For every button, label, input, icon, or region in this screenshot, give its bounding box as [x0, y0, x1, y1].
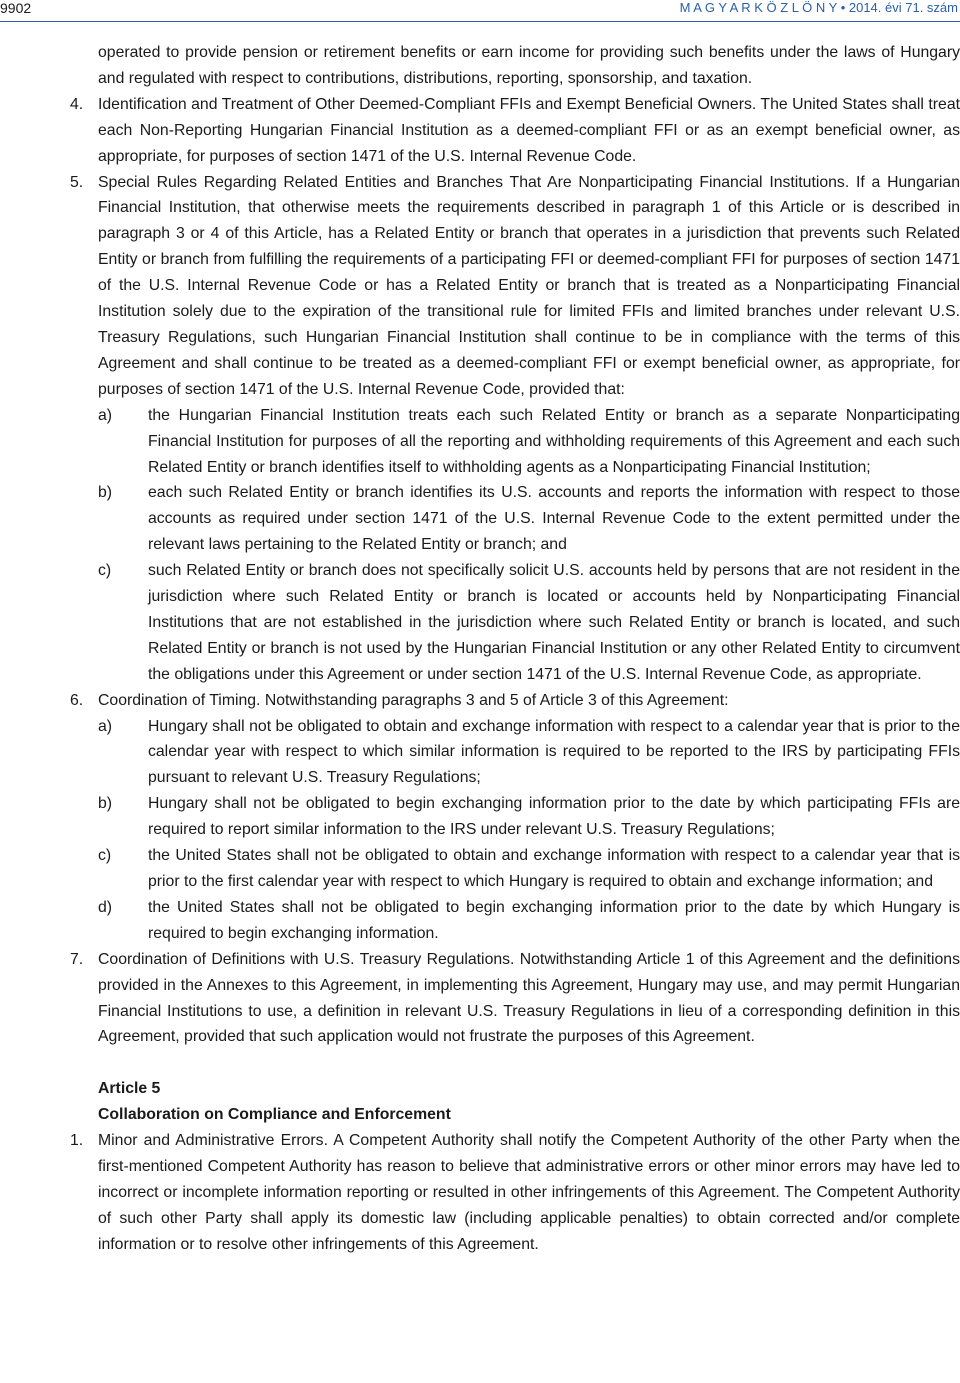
paragraph-text: Coordination of Timing. Notwithstanding paragraphs 3 and 5 of Article 3 of this Agreement:	[98, 691, 729, 709]
list-letter: a)	[98, 717, 113, 735]
list-item-text: the United States shall not be obligated to obtain and exchange information with respect to a calendar year that is prior to the first calendar year with respect to which Hungary is required to obtain and exchange information; and	[148, 847, 960, 890]
paragraph-7	[70, 947, 960, 1051]
paragraph-number: 5.	[70, 173, 84, 191]
list-letter: b)	[98, 795, 113, 813]
paragraph-text: Special Rules Regarding Related Entities and Branches That Are Nonparticipating Financial Institutions. If a Hungarian Financial Institution, that otherwise meets the requirements described in paragraph 1 of this Article or is described in paragraph 3 or 4 of this Article, has a Related Entity or branch that operates in a jurisdiction that prevents such Related Entity or branch from fulfilling the requirements of a participating FFI or deemed-compliant FFI for purposes of section 1471 of the U.S. Internal Revenue Code or has a Related Entity or branch that is treated as a Nonparticipating Financial Institution solely due to the expiration of the transitional rule for limited FFIs and limited branches under relevant U.S. Treasury Regulations, such Hungarian Financial Institution shall continue to be in compliance with the terms of this Agreement and shall continue to be treated as a deemed-compliant FFI or exempt beneficial owner, as appropriate, for purposes of section 1471 of the U.S. Internal Revenue Code, provided that:	[98, 173, 960, 398]
page-number: 9902	[0, 0, 32, 16]
paragraph-6	[70, 688, 960, 714]
list-letter: a)	[98, 406, 113, 424]
list-item	[98, 480, 960, 558]
header-rule	[0, 21, 960, 22]
paragraph-number: 1.	[70, 1132, 84, 1150]
list-letter: d)	[98, 898, 113, 916]
running-head: M A G Y A R K Ö Z L Ö N Y • 2014. évi 71. szám	[679, 0, 958, 15]
list-item	[98, 843, 960, 895]
article-title: Collaboration on Compliance and Enforcement	[98, 1106, 451, 1124]
document-body	[70, 40, 960, 1258]
paragraph-number: 4.	[70, 95, 84, 113]
list-item	[98, 895, 960, 947]
page-header	[0, 0, 960, 22]
spacer	[98, 1050, 960, 1076]
list-letter: c)	[98, 562, 112, 580]
paragraph-text: Minor and Administrative Errors. A Competent Authority shall notify the Competent Authority of the other Party when the first-mentioned Competent Authority has reason to believe that administrative errors or other minor errors may have led to incorrect or incomplete information reporting or resulted in other infringements of this Agreement. The Competent Authority of such other Party shall apply its domestic law (including applicable penalties) to obtain corrected and/or complete information or to resolve other infringements of this Agreement.	[98, 1132, 960, 1253]
list-item-text: the United States shall not be obligated to begin exchanging information prior to the date by which Hungary is required to begin exchanging information.	[148, 898, 960, 942]
paragraph-number: 7.	[70, 950, 84, 968]
list-letter: b)	[98, 484, 113, 502]
list-item	[98, 791, 960, 843]
list-item-text: the Hungarian Financial Institution treats each such Related Entity or branch as a separate Nonparticipating Financial Institution for purposes of all the reporting and withholding requirements of this Agreement and each such Related Entity or branch identifies itself to withholding agents as a Nonparticipating Financial Institution;	[148, 406, 960, 476]
list-item-text: each such Related Entity or branch identifies its U.S. accounts and reports the information with respect to those accounts as required under section 1471 of the U.S. Internal Revenue Code to the extent permitted under the relevant laws pertaining to the Related Entity or branch; and	[148, 484, 960, 554]
article5-paragraph-1	[70, 1128, 960, 1258]
list-item	[98, 403, 960, 481]
paragraph-text: Coordination of Definitions with U.S. Treasury Regulations. Notwithstanding Article 1 of this Agreement and the definitions provided in the Annexes to this Agreement, in implementing this Agreement, Hungary may use, and may permit Hungarian Financial Institutions to use, a definition in relevant U.S. Treasury Regulations in lieu of a corresponding definition in this Agreement, provided that such application would not frustrate the purposes of this Agreement.	[98, 950, 960, 1046]
article-heading: Article 5	[98, 1080, 161, 1098]
list-letter: c)	[98, 847, 112, 865]
paragraph-4	[70, 92, 960, 170]
paragraph-text: Identification and Treatment of Other Deemed-Compliant FFIs and Exempt Beneficial Owners. The United States shall treat each Non-Reporting Hungarian Financial Institution as a deemed-compliant FFI or as an exempt beneficial owner, as appropriate, for purposes of section 1471 of the U.S. Internal Revenue Code.	[98, 95, 960, 165]
list-item-text: such Related Entity or branch does not specifically solicit U.S. accounts held by persons that are not resident in the jurisdiction where such Related Entity or branch is located or accounts held by Nonparticipating Financial Institutions that are not established in the jurisdiction where such Related Entity or branch is located, and such Related Entity or branch is not used by the Hungarian Financial Institution or any other Related Entity to circumvent the obligations under this Agreement or under section 1471 of the U.S. Internal Revenue Code, as appropriate.	[148, 562, 960, 683]
list-item-text: Hungary shall not be obligated to begin exchanging information prior to the date by which participating FFIs are required to report similar information to the IRS under relevant U.S. Treasury Regulations;	[148, 795, 960, 839]
list-item-text: Hungary shall not be obligated to obtain and exchange information with respect to a calendar year that is prior to the calendar year with respect to which similar information is required to be reported to the IRS by participating FFIs pursuant to relevant U.S. Treasury Regulations;	[148, 717, 960, 787]
paragraph-5	[70, 170, 960, 403]
list-item	[98, 714, 960, 792]
intro-paragraph: operated to provide pension or retirement benefits or earn income for providing such benefits under the laws of Hungary and regulated with respect to contributions, distributions, reporting, sponsorship, and taxation.	[98, 44, 960, 87]
list-item	[98, 558, 960, 688]
paragraph-number: 6.	[70, 691, 84, 709]
